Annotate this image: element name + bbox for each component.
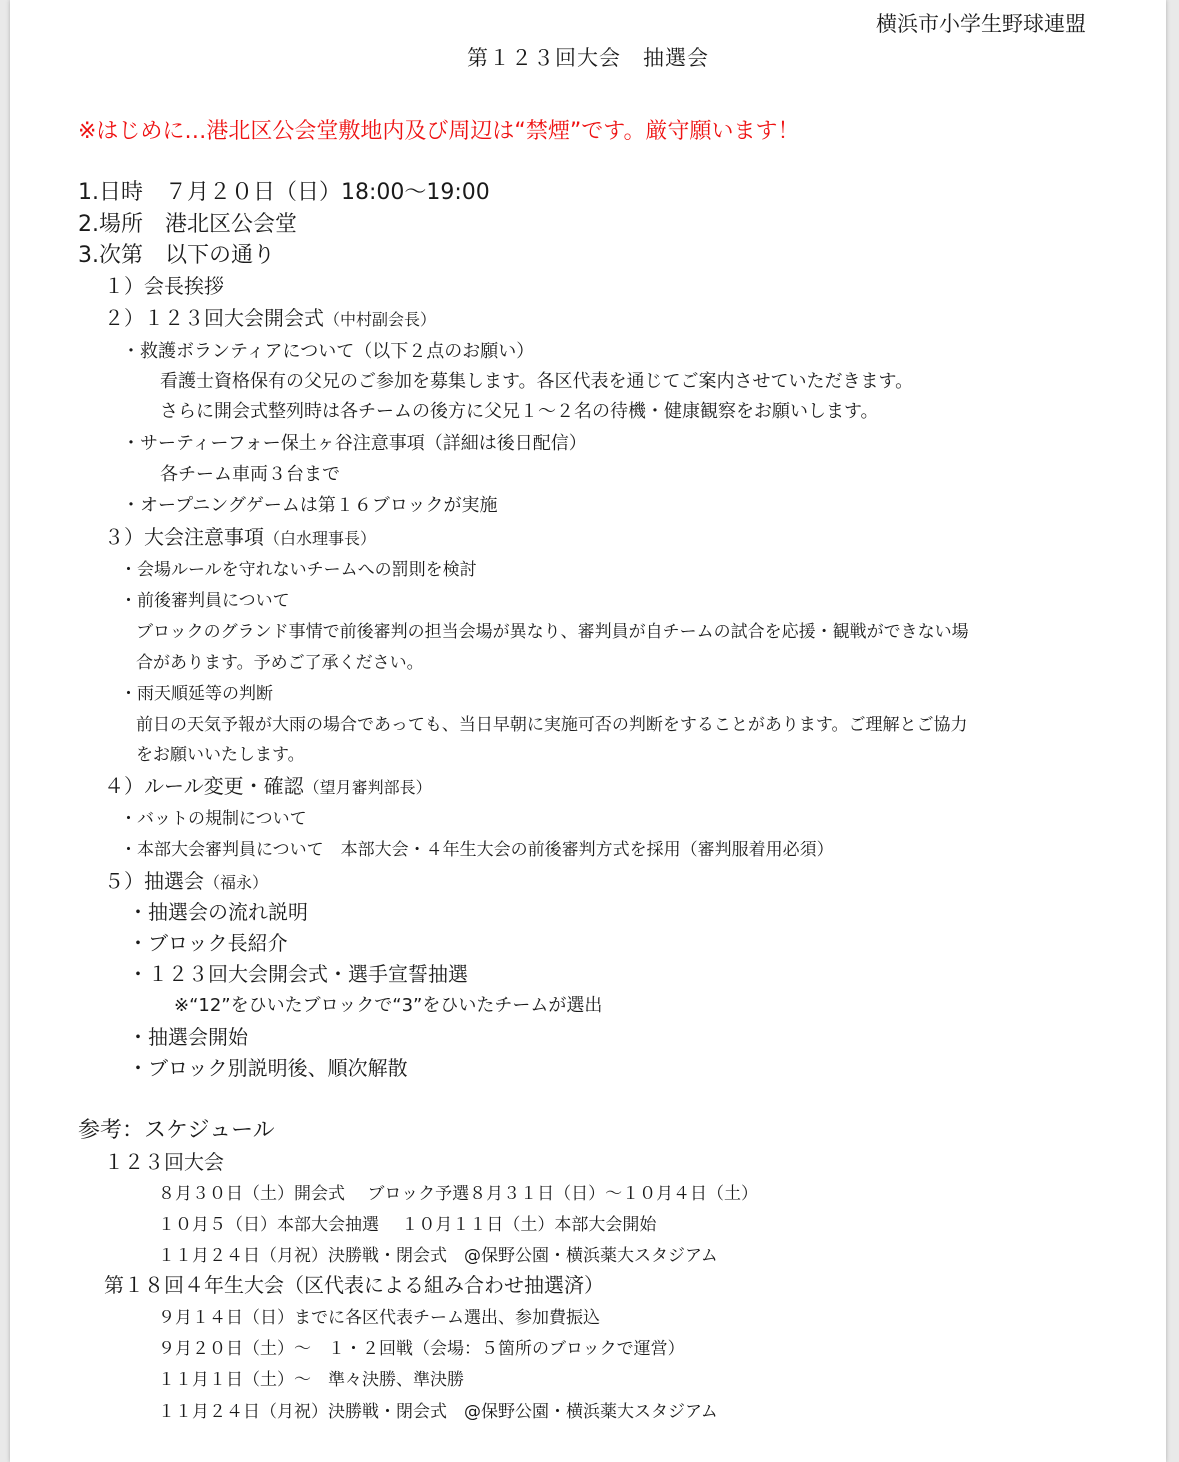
schedule-123-line-2: １０月５（日）本部大会抽選 １０月１１日（土）本部大会開始: [158, 1215, 657, 1235]
document-page: [10, 0, 1166, 1462]
section-5-bullet-3-note: ※“12”をひいたブロックで“3”をひいたチームが選出: [174, 995, 603, 1016]
item-order: 3.次第 以下の通り: [78, 243, 275, 268]
schedule-heading: 参考：スケジュール: [78, 1118, 275, 1143]
section-2-bullet-1-line-1: 看護士資格保有の父兄のご参加を募集します。各区代表を通じてご案内させていただきます。: [160, 371, 914, 392]
document-title: 第１２３回大会 抽選会: [467, 46, 709, 70]
schedule-18-line-3: １１月１日（土）〜 準々決勝、準決勝: [158, 1370, 464, 1390]
section-4-heading: [104, 774, 432, 798]
section-3-title: ３）大会注意事項: [104, 525, 264, 549]
item-datetime: 1.日時 ７月２０日（日）18:00〜19:00: [78, 180, 490, 205]
section-1-heading: １）会長挨拶: [104, 274, 224, 298]
schedule-18-title: 第１８回４年生大会（区代表による組み合わせ抽選済）: [104, 1273, 604, 1297]
section-3-bullet-3: ・雨天順延等の判断: [120, 684, 273, 704]
item-place: 2.場所 港北区公会堂: [78, 212, 297, 237]
section-2-bullet-1-line-2: さらに開会式整列時は各チームの後方に父兄１〜２名の待機・健康観察をお願いします。: [160, 401, 879, 422]
schedule-18-line-4: １１月２４日（月祝）決勝戦・閉会式 @保野公園・横浜薬大スタジアム: [158, 1402, 718, 1422]
schedule-123-line-3: １１月２４日（月祝）決勝戦・閉会式 @保野公園・横浜薬大スタジアム: [158, 1246, 718, 1266]
section-3-bullet-3-line-2: をお願いいたします。: [136, 745, 305, 765]
schedule-123-line-1: ８月３０日（土）開会式 ブロック予選８月３１日（日）〜１０月４日（土）: [158, 1184, 759, 1204]
section-2-bullet-2-line-1: 各チーム車両３台まで: [160, 464, 340, 485]
section-2-heading: [104, 306, 436, 330]
section-3-bullet-2-line-1: ブロックのグランド事情で前後審判の担当会場が異なり、審判員が自チームの試合を応援・観戦ができない場: [136, 622, 969, 642]
section-3-bullet-1: ・会場ルールを守れないチームへの罰則を検討: [120, 560, 477, 580]
section-4-speaker: （望月審判部長）: [303, 778, 432, 797]
section-5-title: ５）抽選会: [104, 869, 204, 893]
section-5-heading: [104, 869, 268, 893]
section-5-bullet-1: ・抽選会の流れ説明: [128, 900, 308, 924]
section-2-title: ２）１２３回大会開会式: [104, 306, 324, 330]
schedule-18-line-1: ９月１４日（日）までに各区代表チーム選出、参加費振込: [158, 1308, 600, 1328]
section-3-bullet-2: ・前後審判員について: [120, 591, 290, 611]
section-5-bullet-4: ・抽選会開始: [128, 1025, 248, 1049]
section-4-bullet-2: ・本部大会審判員について 本部大会・４年生大会の前後審判方式を採用（審判服着用必須）: [120, 840, 834, 860]
organization-name: 横浜市小学生野球連盟: [876, 12, 1086, 36]
schedule-18-line-2: ９月２０日（土）〜 １・２回戦（会場：５箇所のブロックで運営）: [158, 1339, 685, 1359]
no-smoking-notice: ※はじめに…港北区公会堂敷地内及び周辺は“禁煙”です。厳守願います！: [78, 119, 800, 144]
section-4-title: ４）ルール変更・確認: [104, 774, 304, 798]
section-2-speaker: （中村副会長）: [324, 310, 437, 329]
section-3-bullet-3-line-1: 前日の天気予報が大雨の場合であっても、当日早朝に実施可否の判断をすることがあります。ご理解とご協力: [136, 715, 968, 735]
section-3-bullet-2-line-2: 合があります。予めご了承ください。: [136, 653, 424, 673]
section-2-bullet-2: ・サーティーフォー保土ヶ谷注意事項（詳細は後日配信）: [122, 433, 587, 454]
section-5-bullet-5: ・ブロック別説明後、順次解散: [128, 1056, 408, 1080]
section-4-bullet-1: ・バットの規制について: [120, 809, 307, 829]
section-2-bullet-1: ・救護ボランティアについて（以下２点のお願い）: [122, 341, 535, 362]
section-5-speaker: （福永）: [204, 873, 269, 892]
section-5-bullet-2: ・ブロック長紹介: [128, 931, 288, 955]
section-3-speaker: （白水理事長）: [264, 529, 377, 548]
section-3-heading: [104, 525, 376, 549]
section-5-bullet-3: ・１２３回大会開会式・選手宣誓抽選: [128, 962, 468, 986]
schedule-123-title: １２３回大会: [104, 1150, 224, 1174]
section-2-bullet-3: ・オープニングゲームは第１６ブロックが実施: [122, 495, 498, 516]
